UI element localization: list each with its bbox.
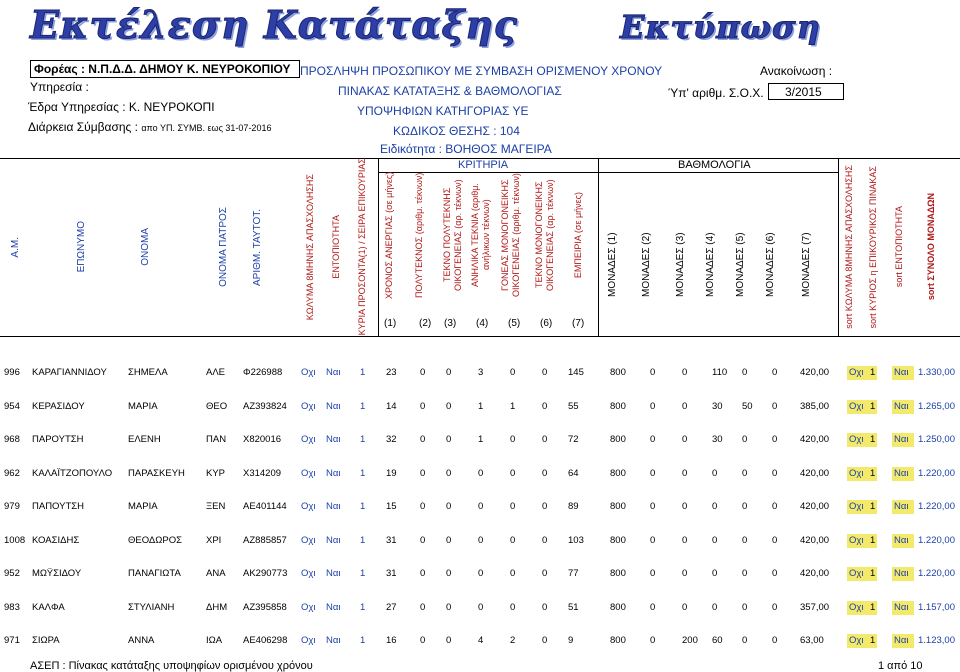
cell-k3: 0 [446, 568, 452, 579]
cell-eponymo: ΠΑΠΟΥΤΣΗ [32, 501, 85, 512]
cell-eponymo: ΠΑΡΟΥΤΣΗ [32, 434, 84, 445]
cell-sort-entopiotita: Ναι [894, 534, 909, 546]
col-k5[interactable]: ΓΟΝΕΑΣ ΜΟΝΟΓΟΝΕΙΚΗΣ ΟΙΚΟΓΕΝΕΙΑΣ (αριθμ. τέκνων) [500, 173, 521, 297]
cell-m7: 420,00 [800, 434, 830, 445]
cell-sort-synolo: 1.220,00 [918, 467, 955, 479]
cell-m7: 357,00 [800, 601, 830, 613]
cell-m6: 0 [772, 635, 778, 646]
cell-tayt: ΑΖ885857 [243, 534, 287, 546]
sort-synolo[interactable]: sort ΣΥΝΟΛΟ ΜΟΝΑΔΩΝ [925, 193, 936, 301]
cell-sort-entopiotita: Ναι [894, 400, 909, 412]
cell-sort-pinakas: 1 [870, 635, 876, 646]
cell-sort-entopiotita: Ναι [894, 568, 909, 579]
kritiria-header: ΚΡΙΤΗΡΙΑ [458, 159, 509, 171]
cell-k1: 31 [386, 534, 397, 546]
cell-sort-synolo: 1.220,00 [918, 568, 955, 579]
cell-k2: 0 [420, 501, 426, 512]
cell-k3: 0 [446, 501, 452, 512]
cell-m7: 385,00 [800, 400, 830, 412]
cell-sort-kolyma: Οχι [849, 434, 864, 445]
cell-m5: 0 [742, 568, 748, 579]
kn-3: (3) [444, 318, 457, 329]
header-line1: ΠΡΟΣΛΗΨΗ ΠΡΟΣΩΠΙΚΟΥ ΜΕ ΣΥΜΒΑΣΗ ΟΡΙΣΜΕΝΟΥ ΧΡΟΝΟΥ [300, 64, 663, 78]
cell-k3: 0 [446, 400, 452, 412]
cell-k1: 32 [386, 434, 397, 445]
cell-am: 983 [4, 601, 20, 613]
cell-kyria: 1 [360, 400, 366, 412]
cell-sort-pinakas: 1 [870, 467, 876, 479]
cell-m3: 200 [682, 635, 698, 646]
cell-m6: 0 [772, 568, 778, 579]
cell-kyria: 1 [360, 434, 366, 445]
cell-kolyma: Οχι [301, 601, 316, 613]
cell-k2: 0 [420, 534, 426, 546]
col-m4[interactable]: ΜΟΝΑΔΕΣ (4) [705, 232, 716, 298]
cell-m6: 0 [772, 434, 778, 445]
cell-m4: 0 [712, 467, 718, 479]
table-row[interactable] [0, 360, 960, 386]
cell-m2: 0 [650, 635, 656, 646]
cell-m3: 0 [682, 601, 688, 613]
cell-entopiotita: Ναι [326, 400, 341, 412]
col-eponymo[interactable]: ΕΠΩΝΥΜΟ [75, 221, 87, 273]
cell-entopiotita: Ναι [326, 501, 341, 512]
cell-k2: 0 [420, 367, 426, 378]
vathmologia-header: ΒΑΘΜΟΛΟΓΙΑ [678, 159, 751, 171]
cell-m1: 800 [610, 501, 626, 512]
cell-kolyma: Οχι [301, 568, 316, 579]
col-kyria[interactable]: ΚΥΡΙΑ ΠΡΟΣΟΝΤΑ(1) / ΣΕΙΡΑ ΕΠΙΚΟΥΡΙΑΣ [356, 158, 367, 336]
cell-entopiotita: Ναι [326, 367, 341, 378]
cell-m1: 800 [610, 568, 626, 579]
cell-k1: 16 [386, 635, 397, 646]
header-line4: ΚΩΔΙΚΟΣ ΘΕΣΗΣ : 104 [393, 124, 520, 138]
cell-m6: 0 [772, 501, 778, 512]
cell-tayt: ΑΕ401144 [243, 501, 287, 512]
cell-k5: 2 [510, 635, 516, 646]
footer-left: ΑΣΕΠ : Πίνακας κατάταξης υποψηφίων ορισμένου χρόνου [30, 660, 313, 672]
table-row[interactable] [0, 595, 960, 621]
aritm-label: Ύπ' αριθμ. Σ.Ο.Χ. [668, 86, 764, 100]
cell-sort-pinakas: 1 [870, 501, 876, 512]
cell-k7: 103 [568, 534, 584, 546]
cell-m6: 0 [772, 467, 778, 479]
cell-patros: ΘΕΟ [206, 400, 228, 412]
cell-sort-kolyma: Οχι [849, 367, 864, 378]
kn-5: (5) [508, 318, 521, 329]
kn-4: (4) [476, 318, 489, 329]
cell-eponymo: ΚΑΛΑΪΤΖΟΠΟΥΛΟ [32, 467, 113, 479]
col-m2[interactable]: ΜΟΝΑΔΕΣ (2) [641, 232, 652, 298]
cell-patros: ΠΑΝ [206, 434, 227, 445]
cell-patros: ΑΛΕ [206, 367, 226, 378]
cell-m4: 30 [712, 434, 723, 445]
cell-am: 962 [4, 467, 20, 479]
cell-m4: 110 [712, 367, 728, 378]
cell-m2: 0 [650, 601, 656, 613]
cell-tayt: ΑΕ406298 [243, 635, 288, 646]
cell-onoma: ΠΑΝΑΓΙΩΤΑ [128, 568, 181, 579]
cell-m1: 800 [610, 534, 626, 546]
footer-page: 1 από 10 [878, 660, 923, 672]
cell-sort-synolo: 1.220,00 [918, 501, 955, 512]
cell-k7: 72 [568, 434, 579, 445]
print-button[interactable]: Εκτύπωση [620, 8, 821, 46]
cell-m3: 0 [682, 400, 688, 412]
kn-6: (6) [540, 318, 553, 329]
cell-tayt: Φ226988 [243, 367, 283, 378]
cell-m3: 0 [682, 534, 688, 546]
cell-m1: 800 [610, 434, 626, 445]
cell-onoma: ΕΛΕΝΗ [128, 434, 161, 445]
cell-onoma: ΣΤΥΛΙΑΝΗ [128, 601, 175, 613]
cell-m3: 0 [682, 568, 688, 579]
cell-k3: 0 [446, 367, 452, 378]
cell-k7: 51 [568, 601, 579, 613]
cell-sort-entopiotita: Ναι [894, 467, 909, 479]
cell-kolyma: Οχι [301, 635, 316, 646]
cell-k1: 14 [386, 400, 397, 412]
table-row[interactable] [0, 494, 960, 520]
cell-patros: ΙΩΑ [206, 635, 223, 646]
cell-sort-synolo: 1.250,00 [918, 434, 955, 445]
cell-sort-synolo: 1.265,00 [918, 400, 955, 412]
cell-sort-pinakas: 1 [870, 400, 876, 412]
cell-sort-entopiotita: Ναι [894, 635, 909, 646]
cell-sort-entopiotita: Ναι [894, 601, 909, 613]
cell-m5: 0 [742, 501, 748, 512]
sort-pinakas[interactable]: sort ΚΥΡΙΟΣ η ΕΠΙΚΟΥΡΙΚΟΣ ΠΙΝΑΚΑΣ [867, 165, 878, 329]
cell-am: 979 [4, 501, 20, 512]
cell-eponymo: ΚΑΛΦΑ [32, 601, 65, 613]
col-k6[interactable]: ΤΕΚΝΟ ΜΟΝΟΓΟΝΕΙΚΗΣ ΟΙΚΟΓΕΝΕΙΑΣ (αρ. τέκνων) [534, 179, 555, 291]
cell-k5: 0 [510, 501, 516, 512]
cell-patros: ΚΥΡ [206, 467, 226, 479]
cell-sort-kolyma: Οχι [849, 635, 864, 646]
sort-entopiotita[interactable]: sort ΕΝΤΟΠΙΟΤΗΤΑ [893, 206, 904, 288]
table-row[interactable] [0, 528, 960, 554]
cell-k7: 145 [568, 367, 584, 378]
cell-m3: 0 [682, 367, 688, 378]
cell-m7: 63,00 [800, 635, 824, 646]
cell-sort-entopiotita: Ναι [894, 367, 909, 378]
cell-m6: 0 [772, 601, 778, 613]
cell-eponymo: ΚΑΡΑΓΙΑΝΝΙΔΟΥ [32, 367, 107, 378]
col-onoma-patros[interactable]: ΟΝΟΜΑ ΠΑΤΡΟΣ [217, 207, 229, 287]
table-row[interactable] [0, 427, 960, 453]
cell-onoma: ΘΕΟΔΩΡΟΣ [128, 534, 182, 546]
cell-m7: 420,00 [800, 534, 830, 546]
cell-kyria: 1 [360, 635, 366, 646]
cell-m5: 50 [742, 400, 753, 412]
cell-kyria: 1 [360, 534, 366, 546]
cell-tayt: Χ820016 [243, 434, 282, 445]
cell-entopiotita: Ναι [326, 534, 341, 546]
cell-patros: ΔΗΜ [206, 601, 228, 613]
cell-k4: 0 [478, 601, 484, 613]
col-m3[interactable]: ΜΟΝΑΔΕΣ (3) [675, 232, 686, 298]
cell-entopiotita: Ναι [326, 434, 341, 445]
col-m1[interactable]: ΜΟΝΑΔΕΣ (1) [607, 232, 618, 298]
cell-k6: 0 [542, 635, 548, 646]
cell-m3: 0 [682, 434, 688, 445]
cell-tayt: ΑΖ393824 [243, 400, 287, 412]
cell-sort-kolyma: Οχι [849, 568, 864, 579]
cell-k4: 4 [478, 635, 484, 646]
foreas-label: Φορέας : Ν.Π.Δ.Δ. ΔΗΜΟΥ Κ. ΝΕΥΡΟΚΟΠΙΟΥ [34, 62, 291, 76]
cell-m2: 0 [650, 400, 656, 412]
cell-m1: 800 [610, 467, 626, 479]
col-k1[interactable]: ΧΡΟΝΟΣ ΑΝΕΡΓΙΑΣ (σε μήνες) [384, 171, 394, 299]
cell-sort-synolo: 1.123,00 [918, 635, 955, 646]
edra-label: Έδρα Υπηρεσίας : Κ. ΝΕΥΡΟΚΟΠΙ [28, 100, 215, 114]
cell-entopiotita: Ναι [326, 635, 341, 646]
col-k7[interactable]: ΕΜΠΕΙΡΙΑ (σε μήνες) [572, 191, 583, 279]
cell-am: 952 [4, 568, 20, 579]
col-m7[interactable]: ΜΟΝΑΔΕΣ (7) [801, 232, 812, 298]
col-entopiotita[interactable]: ΕΝΤΟΠΙΟΤΗΤΑ [330, 215, 341, 279]
cell-k1: 15 [386, 501, 397, 512]
cell-m7: 420,00 [800, 568, 830, 579]
cell-m5: 0 [742, 635, 748, 646]
cell-onoma: ΜΑΡΙΑ [128, 501, 158, 512]
cell-m7: 420,00 [800, 367, 830, 378]
cell-kyria: 1 [360, 501, 366, 512]
cell-k6: 0 [542, 467, 548, 479]
cell-k1: 23 [386, 367, 397, 378]
header-line2: ΠΙΝΑΚΑΣ ΚΑΤΑΤΑΞΗΣ & ΒΑΘΜΟΛΟΓΙΑΣ [338, 84, 562, 98]
cell-k3: 0 [446, 434, 452, 445]
col-kolyma[interactable]: ΚΩΛΥΜΑ 8ΜΗΝΗΣ ΑΠΑΣΧΟΛΗΣΗΣ [304, 173, 315, 321]
cell-k5: 0 [510, 434, 516, 445]
cell-sort-synolo: 1.220,00 [918, 534, 955, 546]
cell-k7: 89 [568, 501, 579, 512]
cell-k7: 77 [568, 568, 579, 579]
cell-m6: 0 [772, 400, 778, 412]
table-row[interactable] [0, 628, 960, 654]
execute-ranking-button[interactable]: Εκτέλεση Κατάταξης [30, 2, 518, 47]
cell-entopiotita: Ναι [326, 568, 341, 579]
col-m5[interactable]: ΜΟΝΑΔΕΣ (5) [735, 232, 746, 298]
cell-kyria: 1 [360, 367, 366, 378]
cell-patros: ΞΕΝ [206, 501, 226, 512]
cell-m3: 0 [682, 467, 688, 479]
cell-m4: 60 [712, 635, 723, 646]
cell-sort-kolyma: Οχι [849, 400, 864, 412]
cell-tayt: ΑΖ395858 [243, 601, 287, 613]
cell-m4: 0 [712, 501, 718, 512]
cell-eponymo: ΣΙΩΡΑ [32, 635, 60, 646]
cell-k2: 0 [420, 635, 426, 646]
cell-kolyma: Οχι [301, 434, 316, 445]
cell-m5: 0 [742, 467, 748, 479]
cell-m2: 0 [650, 534, 656, 546]
cell-k1: 19 [386, 467, 397, 479]
cell-entopiotita: Ναι [326, 467, 341, 479]
cell-tayt: Χ314209 [243, 467, 282, 479]
cell-k7: 55 [568, 400, 579, 412]
aritm-value: 3/2015 [785, 85, 822, 99]
cell-k2: 0 [420, 568, 426, 579]
cell-k7: 64 [568, 467, 579, 479]
cell-sort-pinakas: 1 [870, 434, 876, 445]
header-line5: Ειδικότητα : ΒΟΗΘΟΣ ΜΑΓΕΙΡΑ [380, 142, 552, 156]
cell-k6: 0 [542, 601, 548, 613]
cell-kyria: 1 [360, 568, 366, 579]
table-row[interactable] [0, 461, 960, 487]
cell-m7: 420,00 [800, 501, 830, 512]
cell-m4: 0 [712, 601, 718, 613]
cell-tayt: ΑΚ290773 [243, 568, 288, 579]
cell-k6: 0 [542, 434, 548, 445]
cell-sort-kolyma: Οχι [849, 501, 864, 512]
cell-onoma: ΣΗΜΕΛΑ [128, 367, 168, 378]
cell-m1: 800 [610, 367, 626, 378]
cell-am: 996 [4, 367, 20, 378]
cell-am: 954 [4, 400, 20, 412]
cell-kolyma: Οχι [301, 534, 316, 546]
cell-k5: 1 [510, 400, 516, 412]
table-row[interactable] [0, 561, 960, 587]
cell-m1: 800 [610, 635, 626, 646]
cell-m6: 0 [772, 367, 778, 378]
cell-m3: 0 [682, 501, 688, 512]
cell-sort-pinakas: 1 [870, 568, 876, 579]
cell-m4: 0 [712, 568, 718, 579]
cell-k4: 0 [478, 501, 484, 512]
cell-k4: 1 [478, 434, 484, 445]
cell-sort-entopiotita: Ναι [894, 434, 909, 445]
kn-1: (1) [384, 318, 397, 329]
cell-k7: 9 [568, 635, 574, 646]
cell-entopiotita: Ναι [326, 601, 341, 613]
cell-m5: 0 [742, 434, 748, 445]
cell-k2: 0 [420, 601, 426, 613]
cell-k1: 31 [386, 568, 397, 579]
cell-kolyma: Οχι [301, 400, 316, 412]
col-aritm-tayt[interactable]: ΑΡΙΘΜ. ΤΑΥΤΟΤ. [252, 208, 263, 286]
cell-k2: 0 [420, 467, 426, 479]
cell-onoma: ΜΑΡΙΑ [128, 400, 158, 412]
cell-m4: 30 [712, 400, 723, 412]
col-onoma[interactable]: ΟΝΟΜΑ [139, 228, 151, 266]
col-k3[interactable]: ΤΕΚΝΟ ΠΟΛΥΤΕΚΝΗΣ ΟΙΚΟΓΕΝΕΙΑΣ (αρ. τέκνων) [442, 179, 463, 291]
cell-onoma: ΠΑΡΑΣΚΕΥΗ [128, 467, 185, 479]
col-am[interactable]: Α.Μ. [9, 236, 21, 258]
cell-sort-kolyma: Οχι [849, 467, 864, 479]
anakoinosi-label: Ανακοίνωση : [760, 64, 833, 78]
cell-k2: 0 [420, 434, 426, 445]
cell-patros: ΑΝΑ [206, 568, 226, 579]
cell-am: 1008 [4, 534, 26, 546]
col-m6[interactable]: ΜΟΝΑΔΕΣ (6) [765, 232, 776, 298]
cell-m7: 420,00 [800, 467, 830, 479]
cell-kolyma: Οχι [301, 467, 316, 479]
ypiresia-label: Υπηρεσία : [30, 80, 89, 94]
diarkeia-label: Διάρκεια Σύμβασης : [28, 120, 138, 134]
cell-k6: 0 [542, 568, 548, 579]
cell-sort-pinakas: 1 [870, 534, 876, 546]
cell-k6: 0 [542, 501, 548, 512]
cell-m5: 0 [742, 534, 748, 546]
cell-eponymo: ΜΩΫΣΙΔΟΥ [32, 568, 82, 579]
cell-k4: 1 [478, 400, 484, 412]
cell-m2: 0 [650, 367, 656, 378]
cell-m2: 0 [650, 501, 656, 512]
cell-onoma: ΑΝΝΑ [128, 635, 155, 646]
cell-k4: 0 [478, 534, 484, 546]
col-k4[interactable]: ΑΝΗΛΙΚΑ ΤΕΚΝΙΑ (αριθμ. ανήλικων τέκνων) [470, 183, 491, 287]
cell-m2: 0 [650, 434, 656, 445]
cell-k3: 0 [446, 534, 452, 546]
cell-sort-entopiotita: Ναι [894, 501, 909, 512]
cell-m1: 800 [610, 400, 626, 412]
cell-k5: 0 [510, 568, 516, 579]
cell-sort-kolyma: Οχι [849, 534, 864, 546]
cell-sort-pinakas: 1 [870, 601, 876, 613]
cell-m5: 0 [742, 601, 748, 613]
cell-k4: 3 [478, 367, 484, 378]
cell-k5: 0 [510, 601, 516, 613]
cell-k3: 0 [446, 601, 452, 613]
cell-k5: 0 [510, 467, 516, 479]
cell-k4: 0 [478, 568, 484, 579]
cell-k5: 0 [510, 534, 516, 546]
cell-eponymo: ΚΕΡΑΣΙΔΟΥ [32, 400, 85, 412]
cell-kyria: 1 [360, 467, 366, 479]
cell-k1: 27 [386, 601, 397, 613]
cell-sort-kolyma: Οχι [849, 601, 864, 613]
diarkeia-value: απο ΥΠ. ΣΥΜΒ. εως 31-07-2016 [141, 123, 272, 133]
cell-k3: 0 [446, 635, 452, 646]
cell-kolyma: Οχι [301, 367, 316, 378]
cell-m2: 0 [650, 568, 656, 579]
cell-sort-synolo: 1.330,00 [918, 367, 955, 378]
cell-eponymo: ΚΟΑΣΙΔΗΣ [32, 534, 80, 546]
kn-2: (2) [419, 318, 432, 329]
cell-kyria: 1 [360, 601, 366, 613]
cell-k6: 0 [542, 367, 548, 378]
cell-k5: 0 [510, 367, 516, 378]
cell-kolyma: Οχι [301, 501, 316, 512]
cell-k3: 0 [446, 467, 452, 479]
header-line3: ΥΠΟΨΗΦΙΩΝ ΚΑΤΗΓΟΡΙΑΣ ΥΕ [357, 104, 529, 118]
cell-m5: 0 [742, 367, 748, 378]
cell-m6: 0 [772, 534, 778, 546]
cell-patros: ΧΡΙ [206, 534, 222, 546]
table-row[interactable] [0, 394, 960, 420]
sort-kolyma[interactable]: sort ΚΩΛΥΜΑ 8ΜΗΝΗΣ ΑΠΑΣΧΟΛΗΣΗΣ [843, 165, 854, 329]
cell-k6: 0 [542, 400, 548, 412]
cell-sort-pinakas: 1 [870, 367, 876, 378]
cell-k2: 0 [420, 400, 426, 412]
cell-am: 968 [4, 434, 20, 445]
cell-m2: 0 [650, 467, 656, 479]
col-k2[interactable]: ΠΟΛΥΤΕΚΝΟΣ (αριθμ. τέκνων) [414, 172, 424, 298]
kn-7: (7) [572, 318, 585, 329]
cell-am: 971 [4, 635, 20, 646]
cell-sort-synolo: 1.157,00 [918, 601, 955, 613]
cell-m4: 0 [712, 534, 718, 546]
cell-k6: 0 [542, 534, 548, 546]
cell-k4: 0 [478, 467, 484, 479]
cell-m1: 800 [610, 601, 626, 613]
